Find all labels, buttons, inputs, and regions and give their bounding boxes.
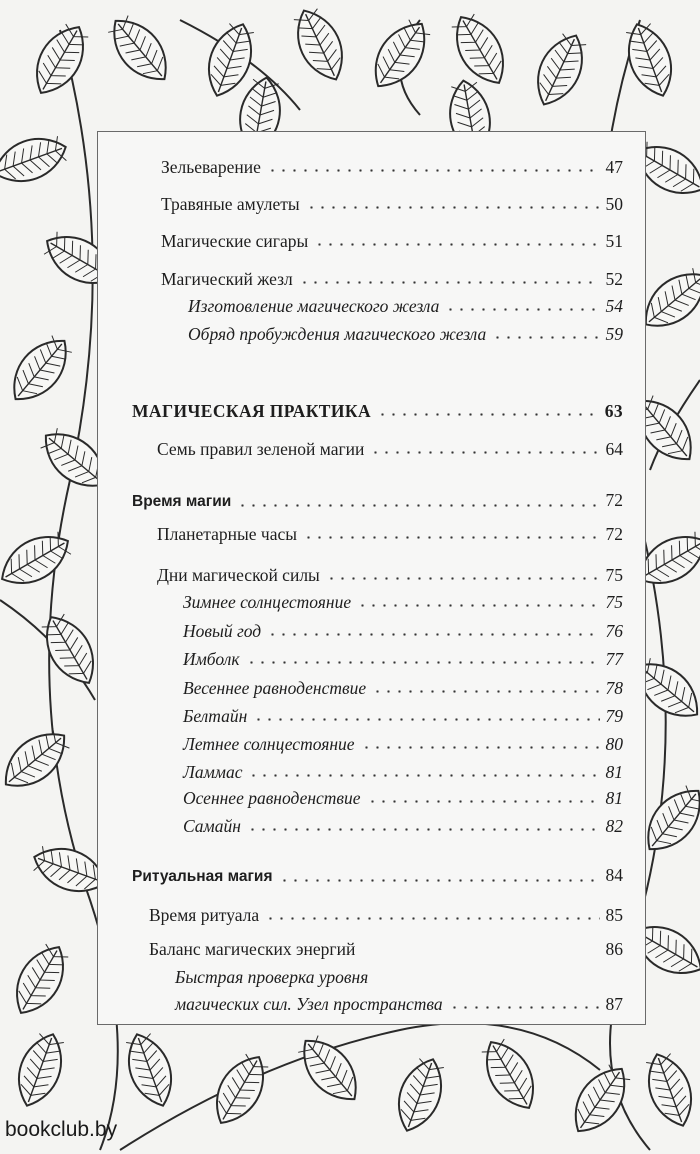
toc-entry-title: Ламмас: [183, 762, 243, 782]
toc-page-number: 81: [605, 762, 623, 782]
toc-leader-dots: [299, 281, 600, 284]
toc-leader-dots: [265, 917, 599, 920]
leaf: [0, 721, 77, 800]
toc-entry-title: Осеннее равноденствие: [183, 788, 361, 808]
toc-page-number: 87: [605, 994, 623, 1014]
toc-page-number: 75: [605, 592, 623, 612]
toc-entry-beltane: [183, 705, 623, 727]
toc-entry-title: МАГИЧЕСКАЯ ПРАКТИКА: [132, 401, 371, 421]
leaf: [4, 937, 76, 1022]
toc-leader-dots: [314, 243, 599, 246]
toc-entry-title: Летнее солнцестояние: [183, 734, 355, 754]
leaf: [119, 1028, 182, 1113]
toc-page-number: 80: [605, 734, 623, 754]
leaf: [362, 13, 438, 98]
leaf: [34, 607, 106, 692]
toc-leader-dots: [357, 604, 599, 607]
toc-leader-dots: [492, 336, 599, 339]
toc-entry-lammas: [183, 761, 623, 783]
toc-page-number: 50: [605, 194, 623, 214]
toc-leader-dots: [306, 206, 600, 209]
toc-page-number: 81: [605, 788, 623, 808]
toc-entry-title: Белтайн: [183, 706, 248, 726]
toc-section-ritual-magic: [132, 864, 623, 888]
toc-entry-spring-equinox: [183, 677, 623, 699]
toc-entry-title: Весеннее равноденствие: [183, 678, 367, 698]
toc-entry-title: Новый год: [183, 621, 262, 641]
toc-entry-title: Зельеварение: [161, 157, 261, 177]
toc-leader-dots: [246, 661, 600, 664]
toc-entry-imbolc: [183, 648, 623, 670]
toc-entry-quick-check-line1: Быстрая проверка уровня: [175, 967, 369, 987]
toc-leader-dots: [267, 169, 600, 172]
toc-entry-title: Зимнее солнцестояние: [183, 592, 352, 612]
toc-entry-wand-crafting: [188, 295, 623, 317]
toc-leader-dots: [377, 413, 599, 416]
toc-entry-planetary-hours: [157, 523, 623, 545]
toc-page-number: 79: [605, 706, 623, 726]
toc-entry-summer-solstice: [183, 733, 623, 755]
toc-section-magic-time: [132, 489, 623, 513]
toc-entry-title: Травяные амулеты: [161, 194, 300, 214]
toc-entry-title: Баланс магических энергий: [149, 939, 356, 959]
watermark: bookclub.by: [5, 1118, 118, 1141]
toc-page-number: 54: [605, 296, 623, 316]
toc-page-number: 72: [605, 490, 623, 510]
toc-leader-dots: [303, 536, 599, 539]
toc-page-number: 85: [605, 905, 623, 925]
toc-section-magic-practice: [132, 400, 623, 422]
toc-page-number: 77: [605, 649, 623, 669]
toc-page-number: 64: [605, 439, 623, 459]
leaf: [286, 2, 353, 87]
toc-leader-dots: [237, 504, 599, 507]
toc-page-number: 78: [605, 678, 623, 698]
toc-entry-potion-making: [161, 156, 623, 178]
toc-entry-quick-check-line2: [175, 993, 623, 1015]
toc-entry-title: Обряд пробуждения магического жезла: [188, 324, 487, 344]
toc-entry-magic-cigars: [161, 230, 623, 252]
toc-leader-dots: [253, 718, 599, 721]
toc-entry-title: Магические сигары: [161, 231, 309, 251]
leaf: [101, 8, 180, 91]
leaf: [1, 328, 80, 411]
toc-entry-title: Ритуальная магия: [132, 868, 273, 885]
toc-leader-dots: [267, 633, 599, 636]
toc-entry-new-year: [183, 620, 623, 642]
leaf: [0, 129, 72, 192]
toc-entry-wand-awakening: [188, 323, 623, 345]
toc-entry-title: Дни магической силы: [157, 565, 320, 585]
leaf: [526, 27, 593, 112]
toc-page-number: 47: [605, 157, 623, 177]
toc-entry-energy-balance: [149, 938, 623, 960]
toc-page-number: 52: [605, 269, 623, 289]
toc-entry-days-of-power: [157, 564, 623, 586]
toc-leader-dots: [279, 879, 600, 882]
toc-page-number: 51: [605, 231, 623, 251]
toc-leader-dots: [326, 577, 600, 580]
leaf: [389, 1053, 452, 1138]
leaf: [562, 1058, 638, 1143]
toc-entry-title: Изготовление магического жезла: [188, 296, 440, 316]
toc-entry-title: Магический жезл: [161, 269, 293, 289]
toc-page-number: 63: [604, 401, 623, 421]
leaf: [444, 7, 516, 92]
toc-entry-title: Имболк: [183, 649, 240, 669]
toc-leader-dots: [372, 690, 599, 693]
leaf: [9, 1028, 72, 1113]
toc-leader-dots: [449, 1006, 600, 1009]
toc-page-number: 75: [605, 565, 623, 585]
toc-entry-title: Семь правил зеленой магии: [157, 439, 365, 459]
toc-entry-title: Время магии: [132, 493, 232, 510]
toc-entry-autumn-equinox: [183, 787, 623, 809]
toc-entry-herbal-amulets: [161, 193, 623, 215]
leaf: [204, 1047, 276, 1132]
toc-entry-samhain: [183, 815, 623, 837]
toc-leader-dots: [248, 774, 599, 777]
toc-leader-dots: [367, 800, 600, 803]
toc-entry-title: магических сил. Узел пространства: [175, 994, 443, 1014]
toc-entry-seven-rules: [157, 438, 623, 460]
toc-page-number: 76: [605, 621, 623, 641]
toc-leader-dots: [445, 308, 599, 311]
leaf: [0, 524, 78, 596]
table-of-contents-panel: [97, 131, 646, 1025]
toc-page-number: 84: [605, 865, 623, 885]
leaf: [474, 1032, 546, 1117]
toc-page-number: 82: [605, 816, 623, 836]
toc-entry-title: Самайн: [183, 816, 241, 836]
toc-entry-ritual-time: [149, 904, 623, 926]
toc-leader-dots: [247, 828, 600, 831]
toc-page-number: 59: [605, 324, 623, 344]
toc-entry-title: Планетарные часы: [157, 524, 298, 544]
leaf: [639, 1048, 700, 1133]
toc-leader-dots: [361, 746, 600, 749]
toc-page-number: 86: [605, 939, 623, 959]
toc-entry-title: Время ритуала: [149, 905, 260, 925]
toc-entry-winter-solstice: [183, 591, 623, 613]
toc-entry-magic-wand: [161, 268, 623, 290]
toc-leader-dots: [370, 451, 599, 454]
toc-page-number: 72: [605, 524, 623, 544]
